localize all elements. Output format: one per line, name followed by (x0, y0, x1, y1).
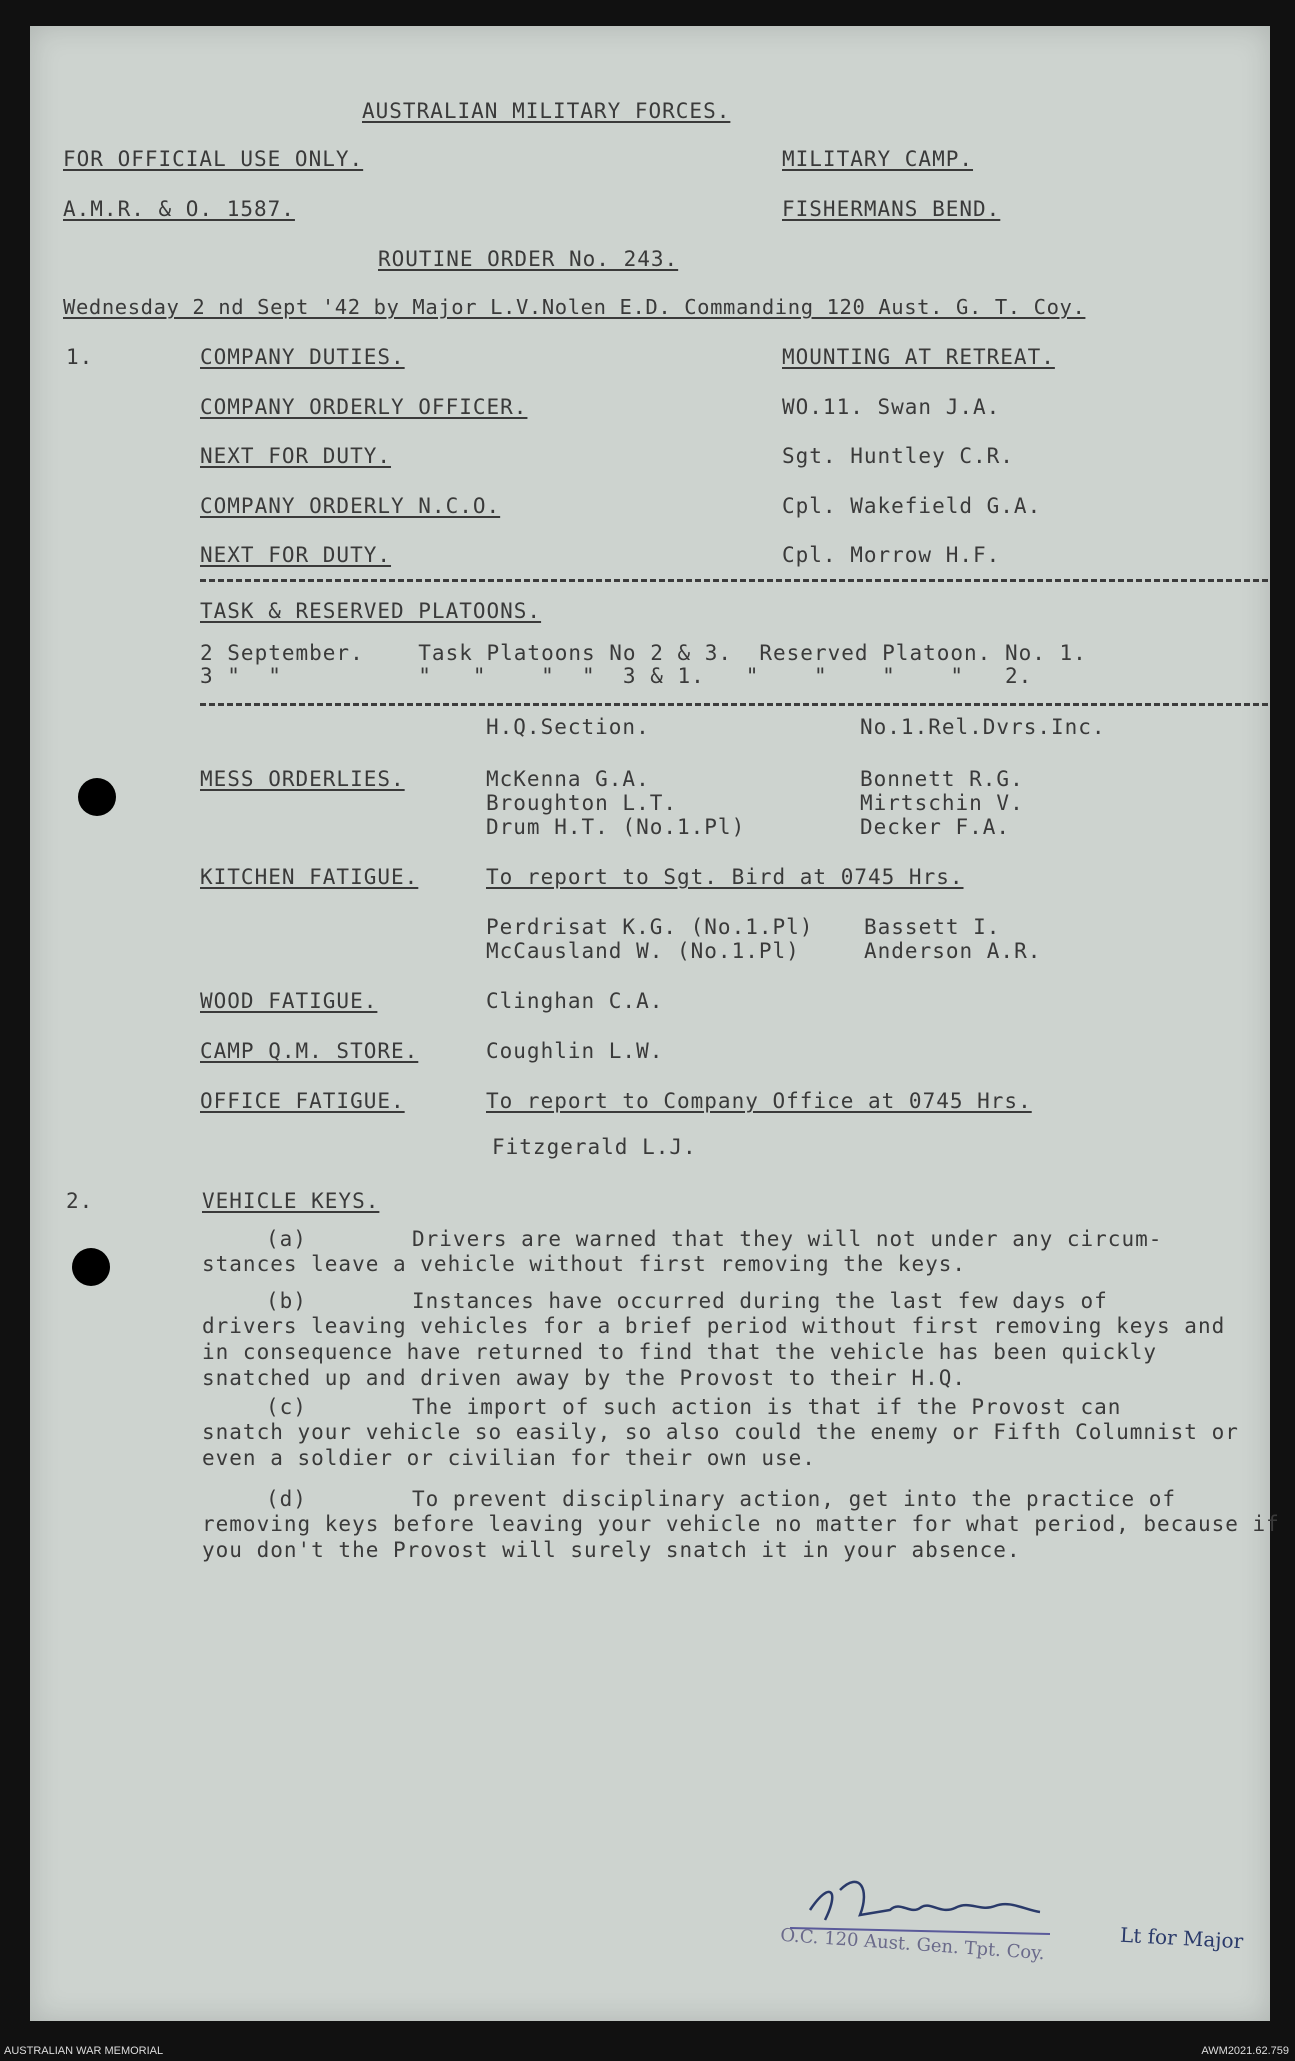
paragraph-body: snatch your vehicle so easily, so also could the enemy or Fifth Columnist or even a soldier or civilian for their own use. (202, 1420, 1239, 1470)
duty-label: NEXT FOR DUTY. (200, 543, 392, 567)
divider-line (200, 703, 1268, 706)
mess-name: Broughton L.T. (486, 791, 678, 815)
document-page (30, 26, 1270, 2021)
paragraph-first-line: Drivers are warned that they will not under any circum- (412, 1227, 1163, 1251)
paragraph-first-line: Instances have occurred during the last few days of (412, 1289, 1108, 1313)
mess-name: Decker F.A. (860, 815, 1011, 839)
footer-left: AUSTRALIAN WAR MEMORIAL (4, 2045, 164, 2057)
paragraph-body: removing keys before leaving your vehicle no matter for what period, because if you don't the Provost will surely snatch it in your absence. (202, 1512, 1280, 1562)
office-fatigue-label: OFFICE FATIGUE. (200, 1089, 405, 1113)
punch-hole (78, 778, 116, 816)
kitchen-name: Bassett I. (864, 915, 1001, 939)
camp-store-label: CAMP Q.M. STORE. (200, 1039, 419, 1063)
duty-value: Cpl. Wakefield G.A. (782, 494, 1042, 518)
task-line-2: 3 " " " " " " 3 & 1. " " " " 2. (200, 664, 1033, 688)
camp-line: MILITARY CAMP. (782, 147, 974, 171)
office-note: To report to Company Office at 0745 Hrs. (486, 1089, 1032, 1113)
kitchen-note: To report to Sgt. Bird at 0745 Hrs. (486, 865, 964, 889)
mounting-heading: MOUNTING AT RETREAT. (782, 345, 1055, 369)
task-platoons-heading: TASK & RESERVED PLATOONS. (200, 599, 542, 623)
mess-name: McKenna G.A. (486, 767, 650, 791)
duty-value: Cpl. Morrow H.F. (782, 543, 1001, 567)
duty-label: NEXT FOR DUTY. (200, 444, 392, 468)
camp-store-value: Coughlin L.W. (486, 1039, 664, 1063)
office-fatigue-value: Fitzgerald L.J. (492, 1135, 697, 1159)
mess-name: Drum H.T. (No.1.Pl) (486, 815, 746, 839)
document-title: AUSTRALIAN MILITARY FORCES. (362, 99, 731, 123)
kitchen-name: Anderson A.R. (864, 939, 1042, 963)
section-1-number: 1. (66, 345, 94, 369)
duty-value: Sgt. Huntley C.R. (782, 444, 1014, 468)
paragraph-mark: (a) (266, 1227, 307, 1251)
hq-section-heading: H.Q.Section. (486, 715, 650, 739)
paragraph-body: drivers leaving vehicles for a brief period without first removing keys and in consequence have returned to find that the vehicle has been quickly snatched up and driven away by the Provost to their H.Q. (202, 1314, 1226, 1390)
official-use-line: FOR OFFICIAL USE ONLY. (63, 147, 364, 171)
paragraph-first-line: To prevent disciplinary action, get into the practice of (412, 1487, 1177, 1511)
paragraph-mark: (d) (266, 1487, 307, 1511)
paragraph-mark: (c) (266, 1395, 307, 1419)
wood-fatigue-label: WOOD FATIGUE. (200, 989, 378, 1013)
footer-right: AWM2021.62.759 (1201, 2045, 1289, 2057)
section-2-number: 2. (66, 1189, 94, 1213)
duty-label: COMPANY ORDERLY OFFICER. (200, 395, 528, 419)
stamp-text: O.C. 120 Aust. Gen. Tpt. Coy. (779, 1924, 1046, 1965)
signature-suffix: Lt for Major (1119, 1922, 1244, 1954)
vehicle-keys-heading: VEHICLE KEYS. (202, 1189, 380, 1213)
paragraph-body: stances leave a vehicle without first removing the keys. (202, 1252, 967, 1276)
dateline: Wednesday 2 nd Sept '42 by Major L.V.Nolen E.D. Commanding 120 Aust. G. T. Coy. (63, 295, 1086, 319)
kitchen-name: Perdrisat K.G. (No.1.Pl) (486, 915, 814, 939)
location-line: FISHERMANS BEND. (782, 197, 1001, 221)
paragraph-mark: (b) (266, 1289, 307, 1313)
punch-hole (72, 1248, 110, 1286)
mess-name: Bonnett R.G. (860, 767, 1024, 791)
rel-dvrs-heading: No.1.Rel.Dvrs.Inc. (860, 715, 1106, 739)
duty-value: WO.11. Swan J.A. (782, 395, 1001, 419)
paragraph-first-line: The import of such action is that if the Provost can (412, 1395, 1122, 1419)
company-duties-heading: COMPANY DUTIES. (200, 345, 405, 369)
kitchen-name: McCausland W. (No.1.Pl) (486, 939, 800, 963)
mess-orderlies-label: MESS ORDERLIES. (200, 767, 405, 791)
task-line-1: 2 September. Task Platoons No 2 & 3. Reserved Platoon. No. 1. (200, 641, 1087, 665)
mess-name: Mirtschin V. (860, 791, 1024, 815)
kitchen-fatigue-label: KITCHEN FATIGUE. (200, 865, 419, 889)
duty-label: COMPANY ORDERLY N.C.O. (200, 494, 501, 518)
routine-order: ROUTINE ORDER No. 243. (378, 247, 679, 271)
divider-line (200, 579, 1268, 582)
wood-fatigue-value: Clinghan C.A. (486, 989, 664, 1013)
amr-line: A.M.R. & O. 1587. (63, 197, 295, 221)
